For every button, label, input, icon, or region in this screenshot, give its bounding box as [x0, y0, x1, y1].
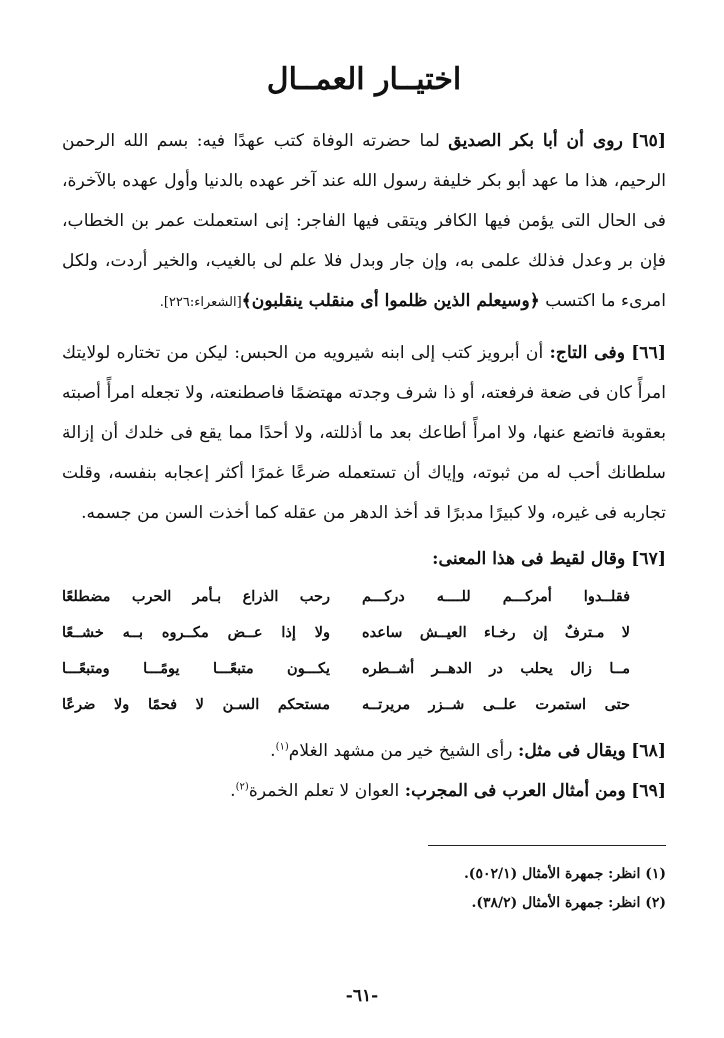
verse-first-hemistich: فقلــدوا أمركـــم للــــه دركـــم	[362, 588, 630, 605]
verse-second-hemistich: ولا إذا عــض مكــروه بــه خشــعًا	[62, 624, 330, 641]
verse-first-hemistich: لا مـترفٌ إن رخـاء العيــش ساعده	[362, 624, 630, 641]
verse-second-hemistich: رحب الذراع بـأمر الحرب مضطلعًا	[62, 588, 330, 605]
paragraph-end: .	[270, 741, 276, 761]
verse-second-hemistich: مستحكم السـن لا فحمًا ولا ضرعًا	[62, 696, 330, 713]
paragraph-text: أن أبرويز كتب إلى ابنه شيرويه من الحبس: ليكن من تختاره لولايتك امرأً كان فى ضعة فرفعته، أو ذا شرف وجدته مهتضمًا فاصطنعته، ولا تجعله امرأً أصبته بعقوبة فاتضع عنها، ولا امرأً أطاعك بعد ما أذللته، ولا أحدًا مما يقع فى خلدك أن إزالة سلطانك أحب له من ثبوته، وإياك أن تستعمله ضرعًا غمرًا أكثر إعجابه بنفسه، وقلت تجاربه فى غيره، ولا كبيرًا مدبرًا قد أخذ الدهر من عقله كما أخذت السن من جسمه.	[62, 343, 666, 523]
paragraph-text: العوان لا تعلم الخمرة	[248, 781, 400, 801]
footnote-divider	[428, 845, 666, 846]
footnote-marker: (٢)	[235, 781, 249, 793]
paragraph-number: [٦٥]	[631, 131, 667, 151]
paragraph-67-heading	[62, 539, 666, 579]
footnote-marker: (١)	[275, 741, 289, 753]
paragraph-text: لما حضرته الوفاة كتب عهدًا فيه: بسم الله الرحمن الرحيم، هذا ما عهد أبو بكر خليفة رسول الله عند آخر عهده بالدنيا وأول عهده بالآخرة، فى الحال التى يؤمن فيها الكافر ويتقى فيها الفاجر: إنى استعملت عمر بن الخطاب، فإن بر وعدل فذلك علمى به، وإن جار وبدل فلا علم لى بالغيب، والخير أردت، ولكل امرىء ما اكتسب	[62, 131, 666, 311]
poem	[62, 579, 666, 723]
paragraph-66	[62, 333, 666, 533]
paragraph-69	[62, 771, 666, 811]
footnote-1: (١) انظر: جمهرة الأمثال (٥٠٢/١).	[463, 866, 666, 882]
verse-second-hemistich: يكـــون متبعًـــا يومًـــا ومتبعًـــا	[62, 660, 330, 677]
quran-quote: ﴿وسيعلم الذين ظلموا أى منقلب ينقلبون﴾	[241, 291, 540, 311]
verse-line	[62, 687, 666, 723]
verse-first-hemistich: حتى استمرت علــى شــزر مريرتــه	[362, 696, 630, 713]
page-number: -٦١-	[345, 986, 379, 1006]
page-title: اختيــار العمــال	[266, 62, 462, 97]
quran-reference: [الشعراء:٢٢٦].	[159, 295, 242, 310]
verse-line	[62, 615, 666, 651]
verse-line	[62, 579, 666, 615]
paragraph-number: [٦٦]	[631, 343, 667, 363]
paragraph-end: .	[230, 781, 236, 801]
paragraph-number: [٦٨]	[631, 741, 666, 761]
paragraph-65	[62, 121, 666, 323]
paragraph-lead: وقال لقيط فى هذا المعنى:	[432, 549, 626, 569]
paragraph-number: [٦٩]	[631, 781, 666, 801]
verse-line	[62, 651, 666, 687]
paragraph-lead: ومن أمثال العرب فى المجرب:	[404, 781, 626, 801]
paragraph-68	[62, 731, 666, 771]
paragraph-number: [٦٧]	[631, 549, 666, 569]
paragraph-lead: وفى التاج:	[549, 343, 626, 363]
paragraph-lead: ويقال فى مثل:	[518, 741, 626, 761]
footnote-2: (٢) انظر: جمهرة الأمثال (٣٨/٢).	[471, 895, 666, 911]
paragraph-text: رأى الشيخ خير من مشهد الغلام	[288, 741, 513, 761]
verse-first-hemistich: مــا زال يحلب در الدهــر أشــطره	[362, 660, 630, 677]
paragraph-lead: روى أن أبا بكر الصديق	[448, 131, 623, 151]
